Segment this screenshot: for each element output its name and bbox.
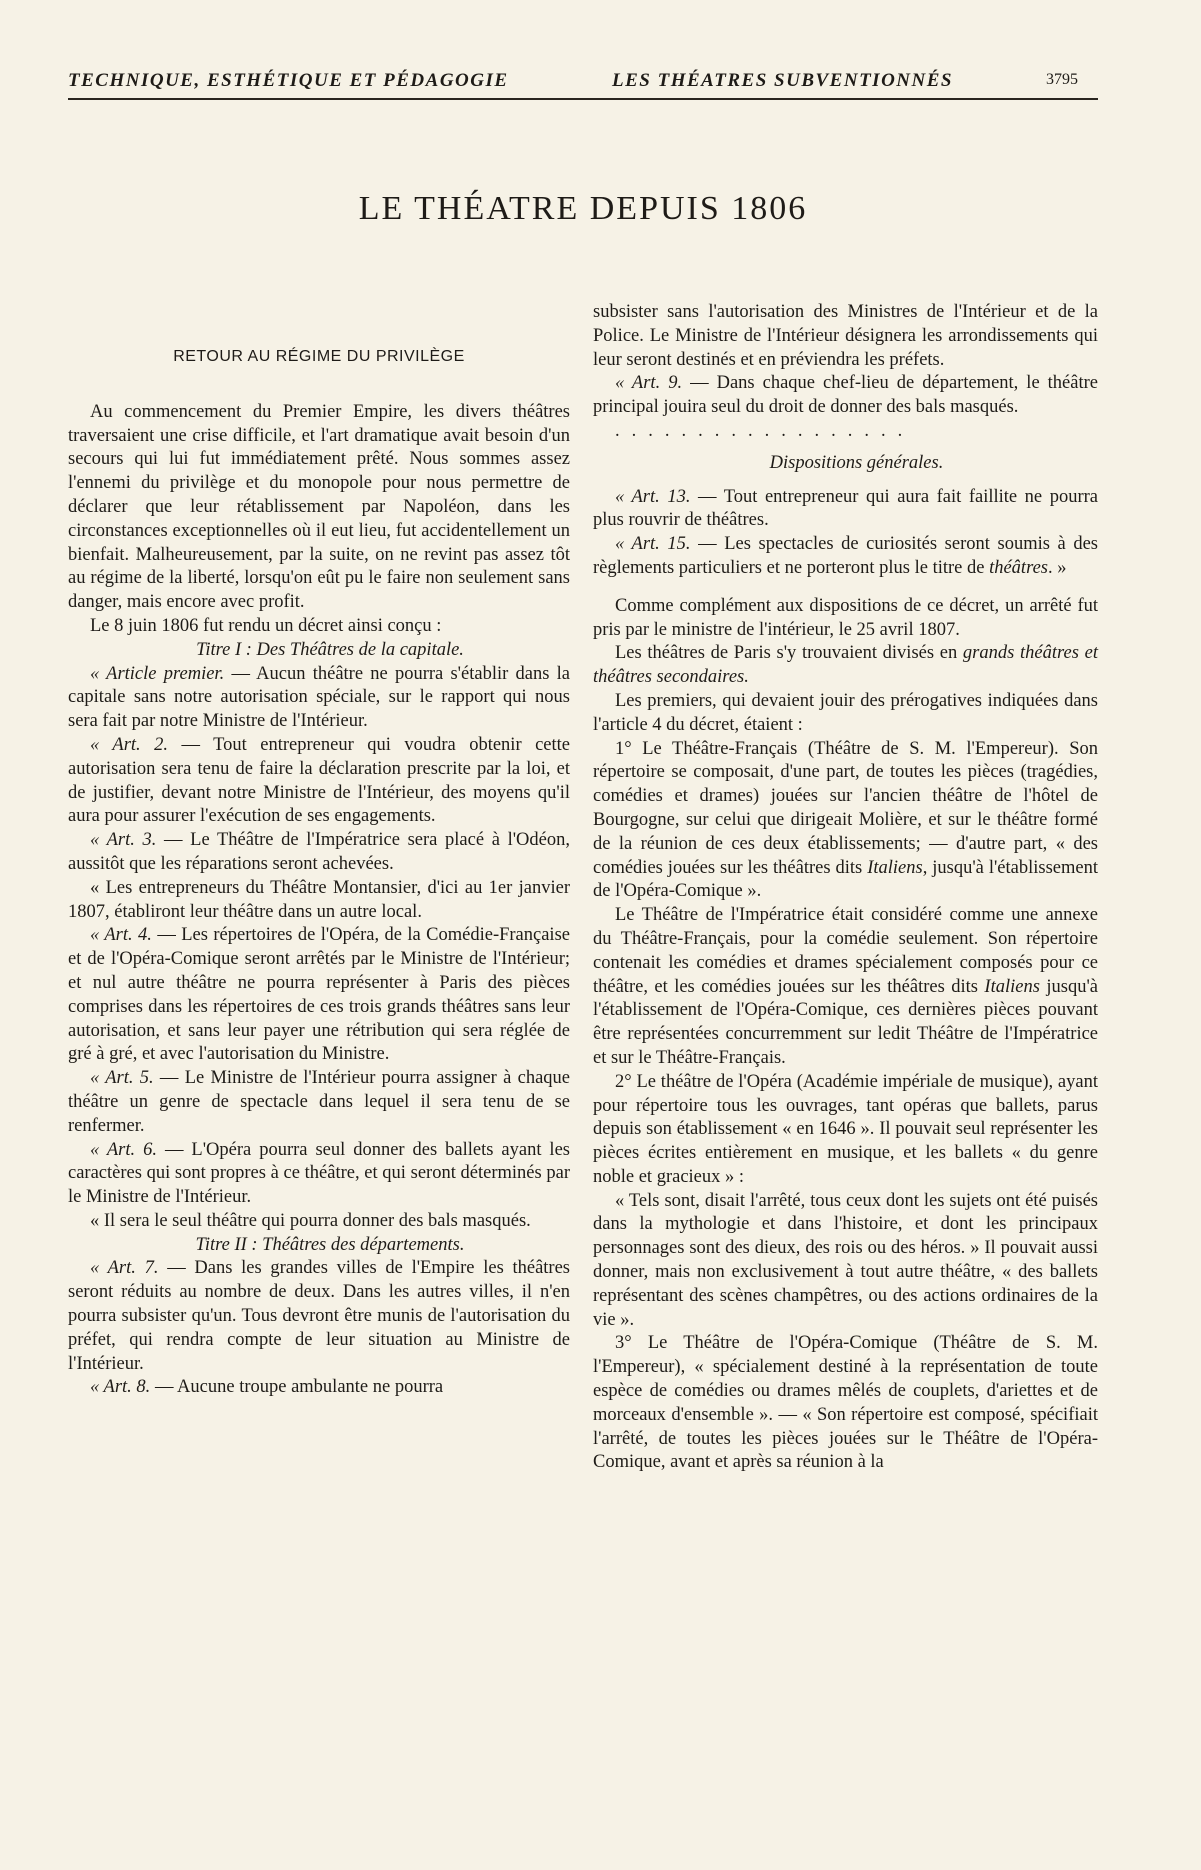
article-3	[68, 829, 570, 877]
page-number: 3795	[1046, 71, 1078, 88]
paragraph-division-italic: grands théâtres et théâtres secondaires.	[593, 643, 1098, 688]
article-13	[593, 486, 1098, 534]
article-13-text: — Tout entrepreneur qui aura fait faillite ne pourra plus rouvrir de théâtres.	[593, 486, 1098, 531]
article-5	[68, 1067, 570, 1138]
article-15-text: — Les spectacles de curiosités seront soumis à des règlements particuliers et ne porteront plus le titre de	[593, 534, 1098, 578]
ellipsis-divider: ..................	[615, 420, 915, 441]
article-4-text: — Les répertoires de l'Opéra, de la Comédie-Française et de l'Opéra-Comique seront arrêtés par le Ministre de l'Intérieur; et nul autre théâtre ne pourra représenter à Paris des pièces comprises dans les répertoires de ces trois grands théâtres sans leur autorisation, et sans leur payer une rétribution qui sera réglée de gré à gré, et avec l'autorisation du Ministre.	[68, 925, 570, 1065]
section-heading: RETOUR AU RÉGIME DU PRIVILÈGE	[173, 348, 465, 365]
paragraph-opera-comique: 3° Le Théâtre de l'Opéra-Comique (Théâtre de S. M. l'Empereur), « spécialement destiné à la représentation de toute espèce de comédies ou drames mêlés de couplets, d'ariettes et de morceaux d'ensemble ». — « Son répertoire est composé, spécifiait l'arrêté, de toutes les pièces jouées sur le Théâtre de l'Opéra-Comique, avant et après sa réunion à la	[593, 1333, 1098, 1473]
paragraph-opera-quote: « Tels sont, disait l'arrêté, tous ceux dont les sujets ont été puisés dans la mythologie et dans l'histoire, et dont les principaux personnages sont des dieux, des rois ou des héros. » Il pouvait aussi donner, mais non exclusivement à tout autre théâtre, « des ballets représentant des scènes champêtres, ou des actions ordinaires de la vie ».	[593, 1190, 1098, 1330]
theatre-francais-italic: Italiens	[867, 857, 923, 878]
article-4	[68, 924, 570, 1067]
article-1	[68, 663, 570, 734]
header-right: LES THÉATRES SUBVENTIONNÉS	[612, 70, 953, 91]
paragraph-division-text: Les théâtres de Paris s'y trouvaient divisés en	[615, 643, 963, 664]
article-8-text: — Aucune troupe ambulante ne pourra	[150, 1377, 444, 1398]
article-7-label: « Art. 7.	[90, 1258, 159, 1279]
titre-1-heading: Titre I : Des Théâtres de la capitale.	[196, 639, 464, 660]
article-2	[68, 734, 570, 829]
article-5-text: — Le Ministre de l'Intérieur pourra assigner à chaque théâtre un genre de spectacle dans lequel il sera tenu de se renfermer.	[68, 1068, 570, 1136]
header-rule	[68, 98, 1098, 100]
article-8-continued: subsister sans l'autorisation des Ministres de l'Intérieur et de la Police. Le Ministre de l'Intérieur désignera les arrondissements qui leur seront destinés et en préviendra les préfets.	[593, 302, 1098, 370]
article-3-continued: « Les entrepreneurs du Théâtre Montansier, d'ici au 1er janvier 1807, établiront leur théâtre dans un autre local.	[68, 877, 570, 922]
paragraph-imperatrice	[593, 904, 1098, 1071]
left-column	[68, 300, 570, 1400]
book-page	[68, 0, 1098, 1870]
imperatrice-text: Le Théâtre de l'Impératrice était considéré comme une annexe du Théâtre-Français, pour la comédie seulement. Son répertoire contenait les comédies et drames spécialement composés pour ce théâtre, et les comédies jouées sur les théâtres dits	[593, 905, 1098, 997]
spacer	[593, 581, 1098, 595]
imperatrice-end: jusqu'à l'établissement de l'Opéra-Comique, ces dernières pièces pouvant être représentées concurremment sur ledit Théâtre de l'Impératrice et sur le Théâtre-Français.	[593, 976, 1099, 1068]
article-3-text: — Le Théâtre de l'Impératrice sera placé à l'Odéon, aussitôt que les réparations seront achevées.	[68, 830, 570, 874]
intro-paragraph: Au commencement du Premier Empire, les divers théâtres traversaient une crise difficile, et l'art dramatique avait besoin d'un secours qui lui fut immédiatement prêté. Nous sommes assez l'ennemi du privilège et du monopole pour nous permettre de déclarer que leur rétablissement par Napoléon, dans les circonstances exceptionnelles où il eut lieu, fut accidentellement un bienfait. Malheureusement, par la suite, on ne revint pas assez tôt au régime de la liberté, lorsqu'on eût pu le faire non seulement sans danger, mais encore avec profit.	[68, 401, 570, 613]
article-2-text: — Tout entrepreneur qui voudra obtenir cette autorisation sera tenu de faire la déclaration prescrite par la loi, et de justifier, devant notre Ministre de l'Intérieur, des moyens qu'il aura pour assurer l'exécution de ses engagements.	[68, 734, 571, 827]
article-9-label: « Art. 9.	[615, 373, 683, 394]
paragraph-opera: 2° Le théâtre de l'Opéra (Académie impériale de musique), ayant pour répertoire tous les ouvrages, tant opéras que ballets, parus depuis son établissement « en 1646 ». Il pouvait seul représenter les pièces écrites entièrement en musique, et les ballets « du genre noble et gracieux » :	[593, 1071, 1098, 1187]
article-7	[68, 1257, 570, 1376]
paragraph-arrete: Comme complément aux dispositions de ce décret, un arrêté fut pris par le ministre de l'intérieur, le 25 avril 1807.	[593, 595, 1098, 640]
paragraph-premiers: Les premiers, qui devaient jouir des prérogatives indiquées dans l'article 4 du décret, étaient :	[593, 690, 1098, 735]
article-6-text: — L'Opéra pourra seul donner des ballets ayant les caractères qui sont propres à ce théâtre, et qui seront déterminés par le Ministre de l'Intérieur.	[68, 1139, 570, 1208]
paragraph-division	[593, 642, 1098, 690]
article-1-label: « Article premier.	[90, 663, 225, 684]
article-2-label: « Art. 2.	[90, 734, 169, 755]
right-column	[593, 301, 1098, 1475]
article-6	[68, 1139, 570, 1210]
article-1-text: — Aucun théâtre ne pourra s'établir dans la capitale sans notre autorisation spéciale, sur le rapport qui nous sera fait par notre Ministre de l'Intérieur.	[68, 663, 571, 732]
article-6-continued: « Il sera le seul théâtre qui pourra donner des bals masqués.	[90, 1210, 531, 1231]
dispositions-heading: Dispositions générales.	[769, 452, 944, 473]
article-8-label: « Art. 8.	[90, 1377, 151, 1398]
article-9	[593, 372, 1098, 420]
article-3-label: « Art. 3.	[90, 830, 157, 851]
header-left: TECHNIQUE, ESTHÉTIQUE ET PÉDAGOGIE	[68, 70, 509, 91]
article-8	[68, 1376, 570, 1400]
article-7-text: — Dans les grandes villes de l'Empire les théâtres seront réduits au nombre de deux. Dans les autres villes, il n'en pourra subsister qu'un. Tous devront être munis de l'autorisation du préfet, qui rendra compte de leur situation au Ministre de l'Intérieur.	[68, 1258, 570, 1374]
article-5-label: « Art. 5.	[90, 1068, 154, 1089]
paragraph-theatre-francais	[593, 738, 1098, 905]
article-13-label: « Art. 13.	[615, 486, 691, 507]
decree-intro: Le 8 juin 1806 fut rendu un décret ainsi conçu :	[90, 615, 442, 636]
article-15	[593, 533, 1098, 581]
page-title: LE THÉATRE DEPUIS 1806	[358, 190, 808, 227]
article-6-label: « Art. 6.	[90, 1139, 157, 1160]
article-15-end: . »	[1048, 557, 1067, 578]
imperatrice-italic: Italiens	[984, 976, 1040, 997]
theatre-francais-text: 1° Le Théâtre-Français (Théâtre de S. M. l'Empereur). Son répertoire se composait, d'une part, de toutes les pièces (tragédies, comédies et drames) jouées sur l'ancien théâtre de l'hôtel de Bourgogne, sur celui que dirigeait Molière, et sur le théâtre formé de la réunion de ces deux établissements; — d'autre part, « des comédies jouées sur les théâtres dits	[593, 738, 1098, 878]
article-4-label: « Art. 4.	[90, 925, 152, 946]
theatre-francais-end: , jusqu'à l'établissement de l'Opéra-Comique ».	[593, 857, 1098, 902]
article-15-label: « Art. 15.	[615, 534, 691, 555]
running-header	[68, 70, 1098, 98]
titre-2-heading: Titre II : Théâtres des départements.	[195, 1234, 465, 1255]
article-15-italic: théâtres	[989, 557, 1048, 578]
article-9-text: — Dans chaque chef-lieu de département, le théâtre principal jouira seul du droit de donner des bals masqués.	[593, 373, 1098, 418]
